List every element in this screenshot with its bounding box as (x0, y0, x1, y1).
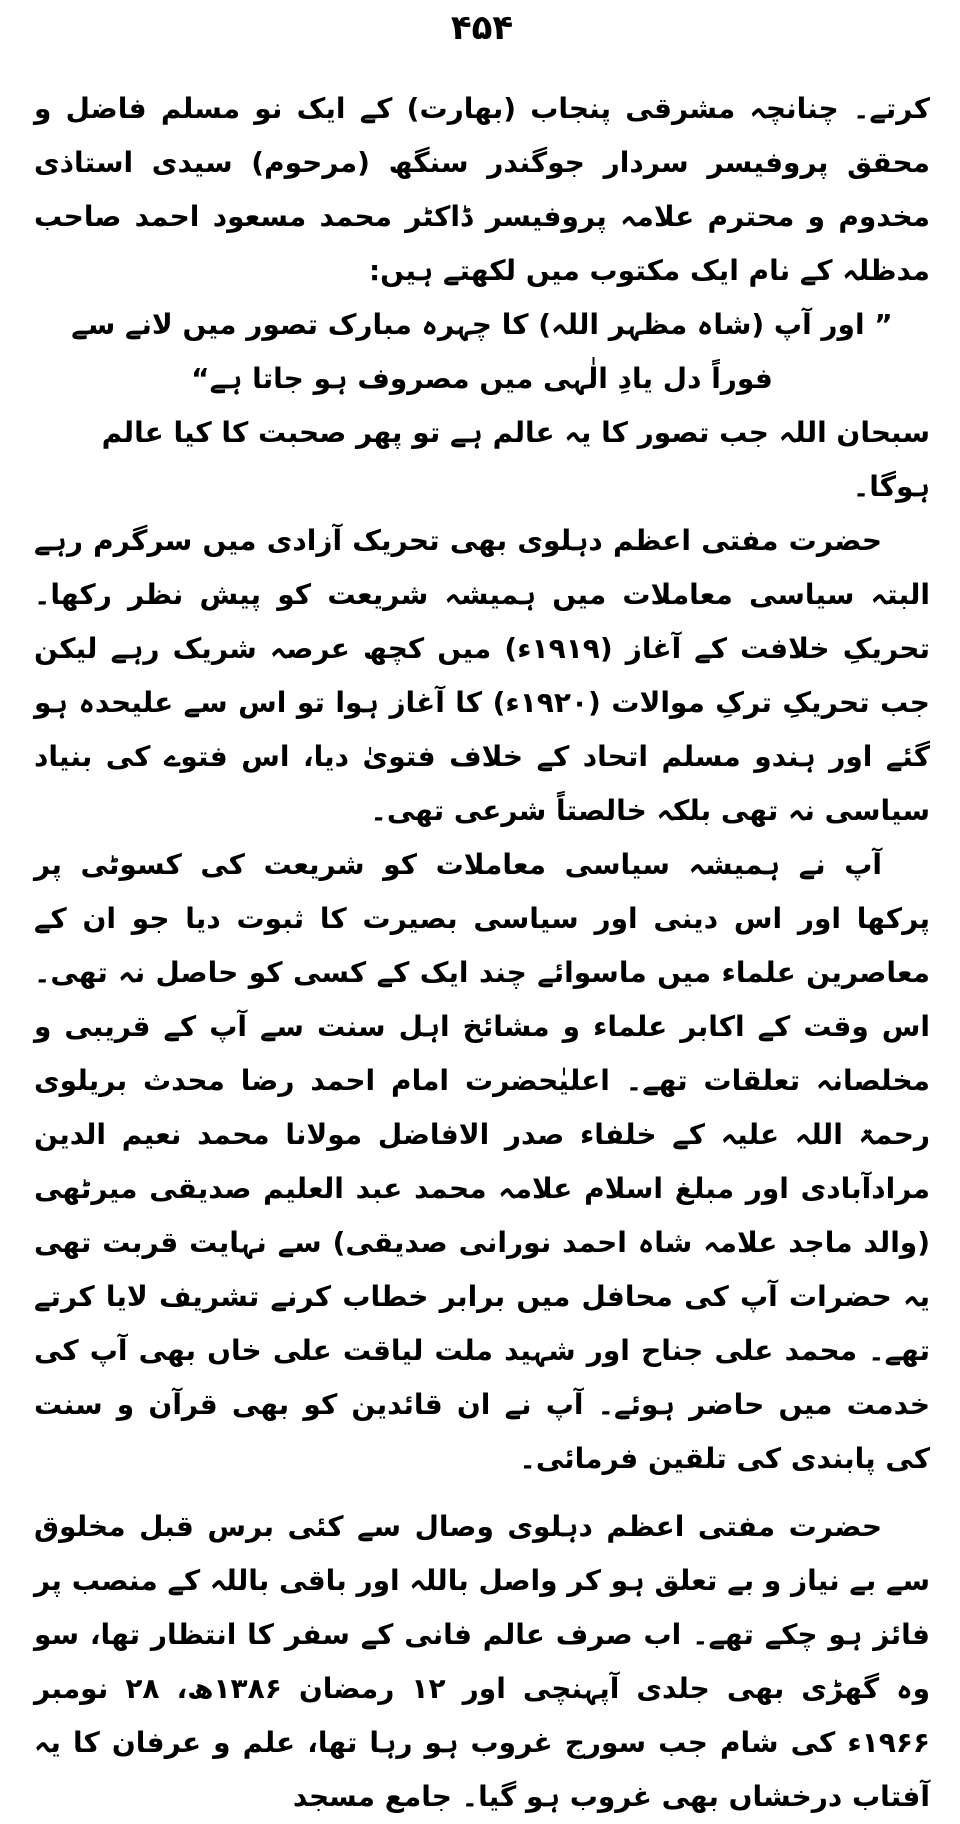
body-text (34, 82, 930, 1824)
paragraph-gap (34, 1486, 930, 1500)
paragraph-relations: آپ نے ہمیشہ سیاسی معاملات کو شریعت کی کسوٹی پر پرکھا اور اس دینی اور سیاسی بصیرت کا ثبوت دیا جو ان کے معاصرین علماء میں ماسوائے چند ایک کے کسی کو حاصل نہ تھی۔ اس وقت کے اکابر علماء و مشائخ اہل سنت سے آپ کے قریبی و مخلصانہ تعلقات تھے۔ اعلیٰحضرت امام احمد رضا محدث بریلوی رحمۃ اللہ علیہ کے خلفاء صدر الافاضل مولانا محمد نعیم الدین مرادآبادی اور مبلغ اسلام علامہ محمد عبد العلیم صدیقی میرٹھی (والد ماجد علامہ شاہ احمد نورانی صدیقی) سے نہایت قربت تھی یہ حضرات آپ کی محافل میں برابر خطاب کرنے تشریف لایا کرتے تھے۔ محمد علی جناح اور شہید ملت لیاقت علی خاں بھی آپ کی خدمت میں حاضر ہوئے۔ آپ نے ان قائدین کو بھی قرآن و سنت کی پابندی کی تلقین فرمائی۔ (34, 848, 930, 1475)
quote-line-2: فوراً دل یادِ الٰہی میں مصروف ہو جاتا ہے“ (191, 362, 773, 395)
page-number: ۴۵۴ (450, 8, 514, 48)
paragraph-subhanallah: سبحان اللہ جب تصور کا یہ عالم ہے تو پھر صحبت کا کیا عالم ہوگا۔ (101, 416, 930, 503)
paragraph-wisal: حضرت مفتی اعظم دہلوی وصال سے کئی برس قبل مخلوق سے بے نیاز و بے تعلق ہو کر واصل باللہ اور باقی باللہ کے منصب پر فائز ہو چکے تھے۔ اب صرف عالم فانی کے سفر کا انتظار تھا، سو وہ گھڑی بھی جلدی آپہنچی اور ۱۲ رمضان ۱۳۸۶ھ، ۲۸ نومبر ۱۹۶۶ء کی شام جب سورج غروب ہو رہا تھا، علم و عرفان کا یہ آفتاب درخشاں بھی غروب ہو گیا۔ جامع مسجد (34, 1510, 931, 1813)
paragraph-politics: حضرت مفتی اعظم دہلوی بھی تحریک آزادی میں سرگرم رہے البتہ سیاسی معاملات میں ہمیشہ شریعت کو پیش نظر رکھا۔ تحریکِ خلافت کے آغاز (۱۹۱۹ء) میں کچھ عرصہ شریک رہے لیکن جب تحریکِ ترکِ موالات (۱۹۲۰ء) کا آغاز ہوا تو اس سے علیحدہ ہو گئے اور ہندو مسلم اتحاد کے خلاف فتویٰ دیا، اس فتوے کی بنیاد سیاسی نہ تھی بلکہ خالصتاً شرعی تھی۔ (34, 524, 930, 827)
quote-line-1: ” اور آپ (شاہ مظہر اللہ) کا چہرہ مبارک تصور میں لانے سے (71, 308, 893, 341)
paragraph-intro: کرتے۔ چنانچہ مشرقی پنجاب (بھارت) کے ایک نو مسلم فاضل و محقق پروفیسر سردار جوگندر سنگھ (مرحوم) سیدی استاذی مخدوم و محترم علامہ پروفیسر ڈاکٹر محمد مسعود احمد صاحب مدظلہ کے نام ایک مکتوب میں لکھتے ہیں: (34, 92, 930, 287)
